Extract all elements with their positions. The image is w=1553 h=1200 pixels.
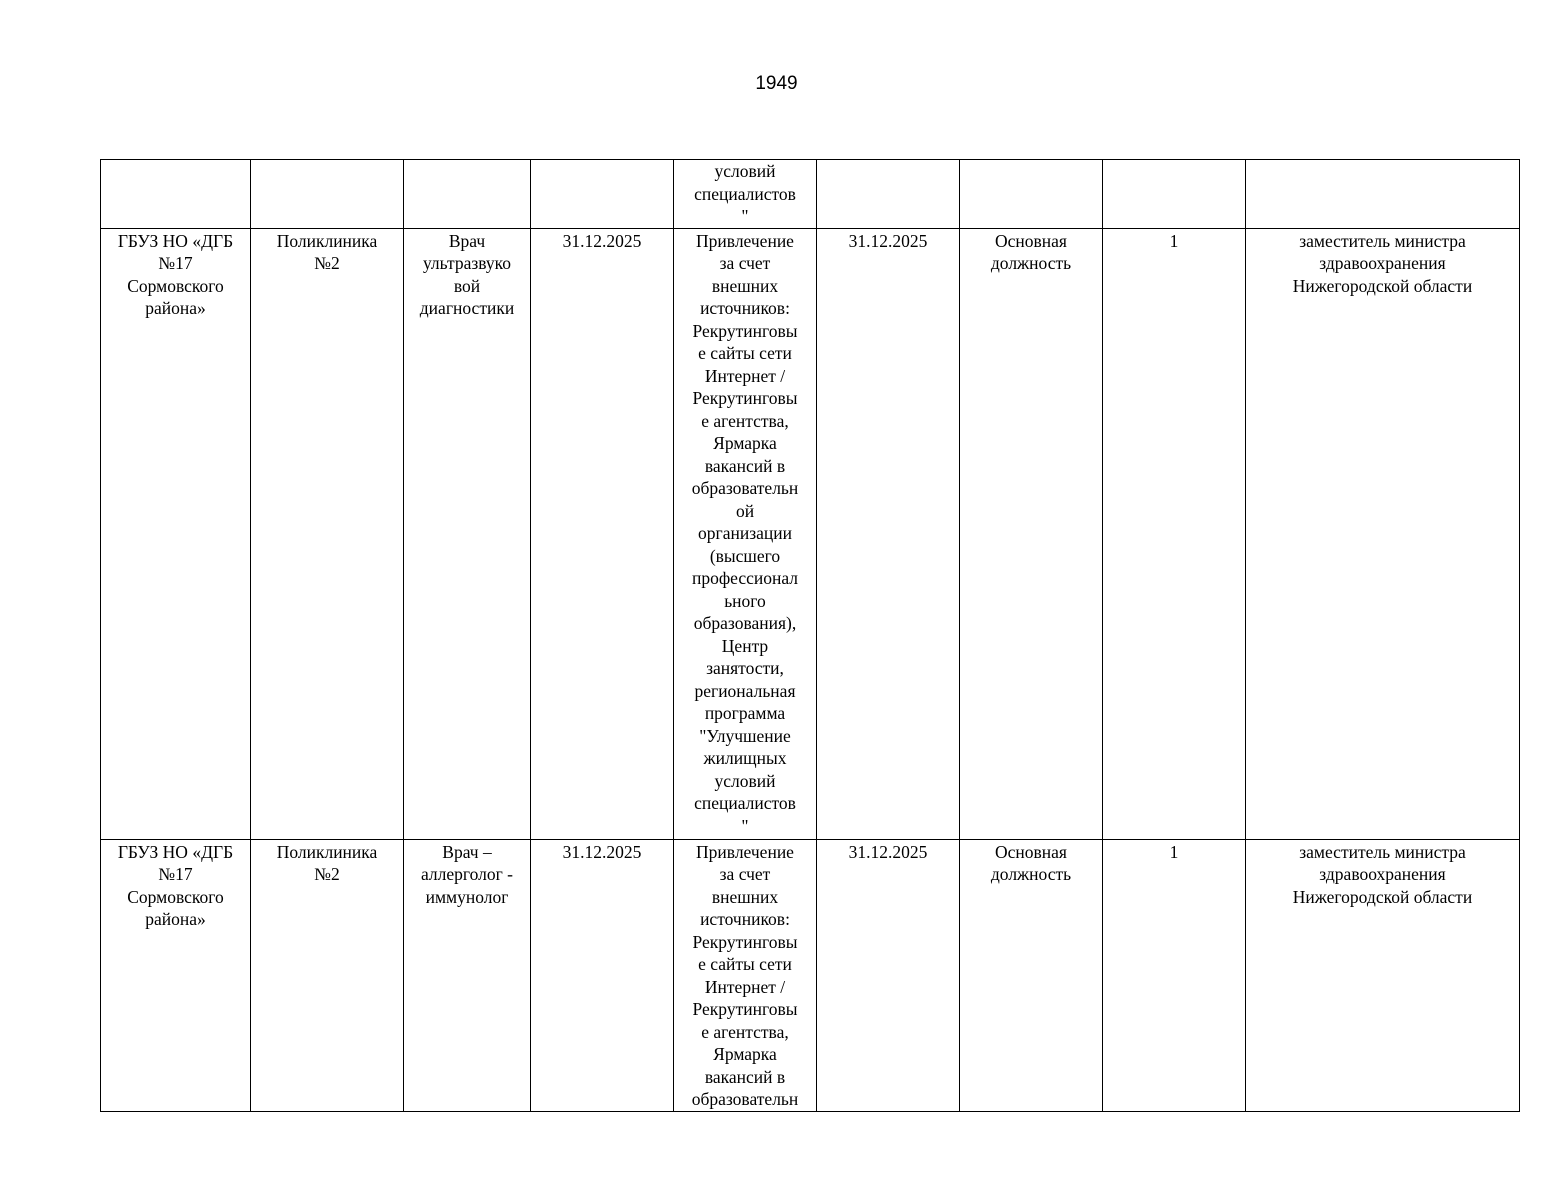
table-row xyxy=(101,160,1520,229)
table-cell xyxy=(960,839,1103,1111)
table-cell xyxy=(674,839,817,1111)
table-cell xyxy=(674,160,817,229)
table-cell xyxy=(960,228,1103,839)
cell-text: 31.12.2025 xyxy=(562,841,642,862)
cell-text: Врач ультразвуко вой диагностики xyxy=(419,230,515,318)
cell-text: Поликлиника №2 xyxy=(276,230,378,273)
cell-text: Поликлиника №2 xyxy=(276,841,378,884)
cell-text: условий специалистов " xyxy=(694,161,796,226)
table-cell xyxy=(1246,228,1520,839)
cell-text: 1 xyxy=(1169,841,1179,862)
page-number: 1949 xyxy=(755,73,798,94)
table-row xyxy=(101,839,1520,1111)
table-row xyxy=(101,228,1520,839)
table-cell xyxy=(1103,228,1246,839)
table-cell xyxy=(251,228,404,839)
table-cell xyxy=(531,839,674,1111)
cell-text: Привлечение за счет внешних источников: Рекрутинговы е сайты сети Интернет / Рекрутинговы е агентства, Ярмарка вакансий в образовательн ой организации (высшего профессионал ьного образования), Центр занятости, региональная программа "Улучшение жилищных условий специалистов " xyxy=(691,230,799,836)
cell-text: 31.12.2025 xyxy=(848,230,928,251)
table-cell xyxy=(817,228,960,839)
table-cell xyxy=(1103,160,1246,229)
table-cell xyxy=(531,160,674,229)
table-cell xyxy=(674,228,817,839)
cell-text: заместитель министра здравоохранения Нижегородской области xyxy=(1292,230,1473,296)
table-cell xyxy=(404,839,531,1111)
table-cell xyxy=(531,228,674,839)
cell-text: заместитель министра здравоохранения Нижегородской области xyxy=(1292,841,1473,907)
table-cell xyxy=(404,160,531,229)
cell-text: Основная должность xyxy=(990,841,1072,884)
table-cell xyxy=(1246,160,1520,229)
table-cell xyxy=(101,228,251,839)
cell-text: Основная должность xyxy=(990,230,1072,273)
table-cell xyxy=(817,839,960,1111)
cell-text: 31.12.2025 xyxy=(562,230,642,251)
cell-text: 31.12.2025 xyxy=(848,841,928,862)
table-cell xyxy=(1103,839,1246,1111)
cell-text: ГБУЗ НО «ДГБ №17 Сормовского района» xyxy=(117,230,234,318)
table-cell xyxy=(1246,839,1520,1111)
table-cell xyxy=(101,160,251,229)
cell-text: Врач – аллерголог - иммунолог xyxy=(420,841,514,907)
cell-text: Привлечение за счет внешних источников: Рекрутинговы е сайты сети Интернет / Рекрутинговы е агентства, Ярмарка вакансий в образовательн xyxy=(691,841,799,1109)
table-cell xyxy=(817,160,960,229)
table-cell xyxy=(960,160,1103,229)
vacancy-table xyxy=(100,159,1520,1112)
table-cell xyxy=(251,839,404,1111)
table-cell xyxy=(101,839,251,1111)
table-cell xyxy=(251,160,404,229)
table-cell xyxy=(404,228,531,839)
cell-text: ГБУЗ НО «ДГБ №17 Сормовского района» xyxy=(117,841,234,929)
cell-text: 1 xyxy=(1169,230,1179,251)
